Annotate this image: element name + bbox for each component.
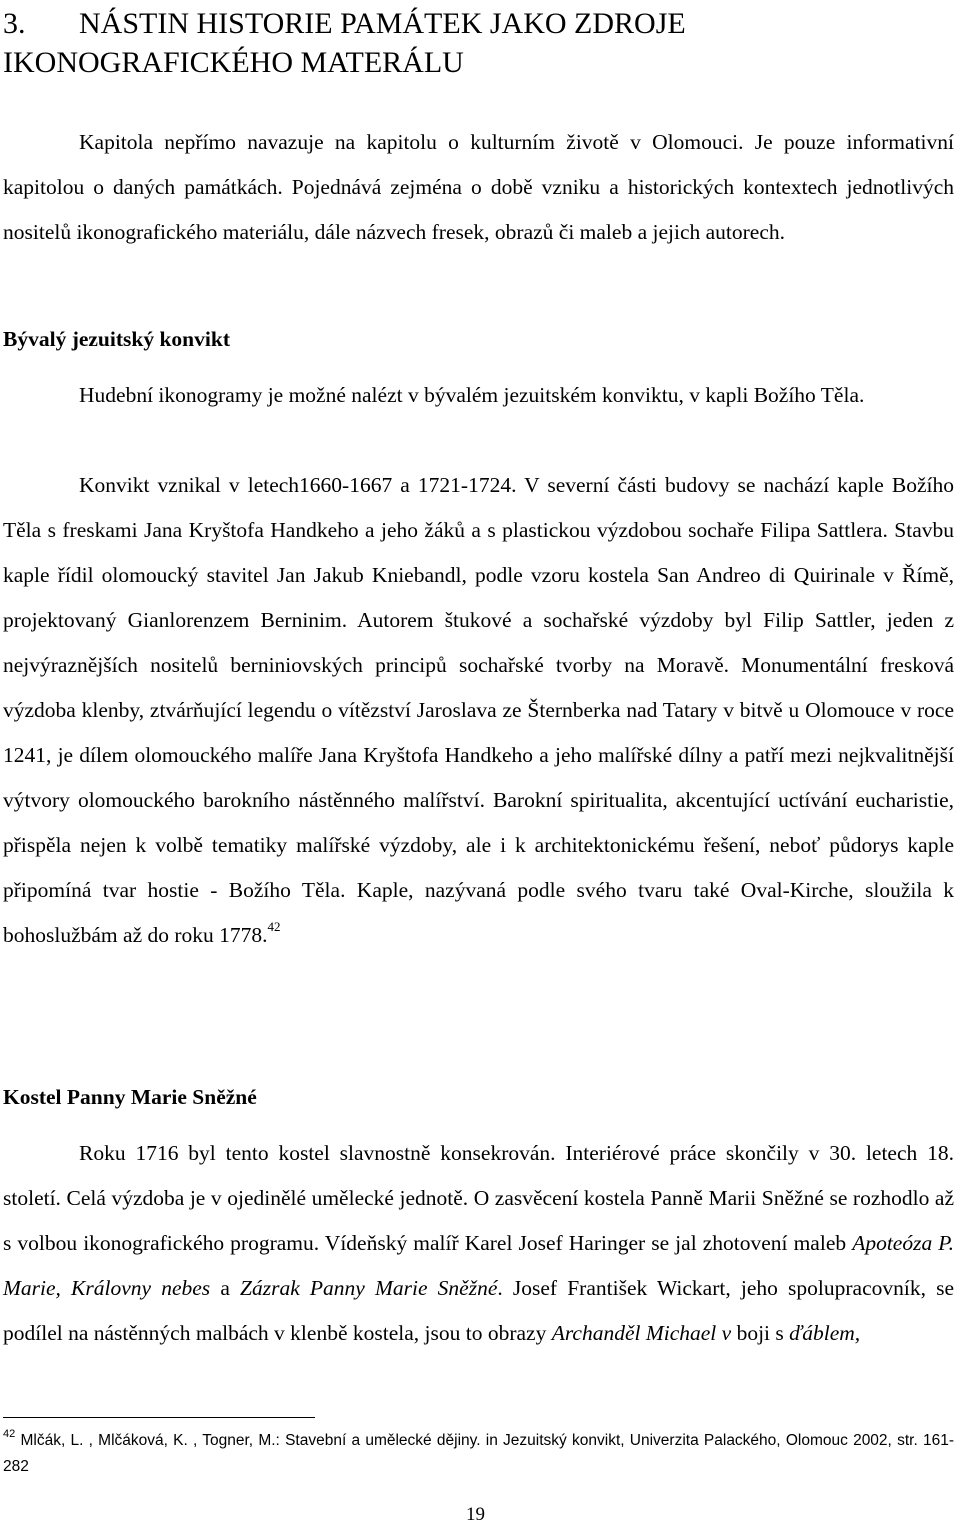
artwork-title-zazrak: Zázrak Panny Marie Sněžné bbox=[240, 1276, 498, 1300]
konvikt-paragraph-1 bbox=[3, 373, 954, 418]
kostel-text-c: boji s bbox=[736, 1321, 784, 1345]
footnote-text: Mlčák, L. , Mlčáková, K. , Togner, M.: Stavební a umělecké dějiny. in Jezuitský konvikt, Univerzita Palackého, Olomouc 2002, str. 161-282 bbox=[3, 1432, 954, 1475]
chapter-heading bbox=[3, 4, 953, 82]
artwork-title-archandel: Archanděl Michael v bbox=[551, 1321, 732, 1345]
chapter-title-line1: NÁSTIN HISTORIE PAMÁTEK JAKO ZDROJE bbox=[79, 7, 686, 40]
kostel-text-b: . Josef František Wickart, jeho spolupracovník, se podílel na nástěnných malbách v klenbě kostela, jsou to obrazy bbox=[3, 1276, 955, 1345]
section-heading-kostel: Kostel Panny Marie Sněžné bbox=[3, 1085, 257, 1109]
section-heading-konvikt: Bývalý jezuitský konvikt bbox=[3, 327, 230, 351]
page-number: 19 bbox=[466, 1504, 485, 1525]
artwork-title-dablem: ďáblem, bbox=[789, 1321, 861, 1345]
footnote-separator bbox=[3, 1417, 315, 1418]
konvikt-paragraph-2-text: Konvikt vznikal v letech1660-1667 a 1721-1724. V severní části budovy se nachází kaple Božího Těla s freskami Jana Kryštofa Handkeho a jeho žáků a s plastickou výzdobou sochaře Filipa Sattlera. Stavbu kaple řídil olomoucký stavitel Jan Jakub Kniebandl, podle vzoru kostela San Andreo di Quirinale v Římě, projektovaný Gianlorenzem Berninim. Autorem štukové a sochařské výzdoby byl Filip Sattler, jeden z nejvýraznějších nositelů berniniovských principů sochařské tvorby na Moravě. Monumentální fresková výzdoba klenby, ztvárňující legendu o vítězství Jaroslava ze Šternberka nad Tatary v bitvě u Olomouce v roce 1241, je dílem olomouckého malíře Jana Kryštofa Handkeho a jeho malířské dílny a patří mezi nejkvalitnější výtvory olomouckého barokního nástěnného malířství. Barokní spiritualita, akcentující uctívání eucharistie, přispěla nejen k volbě tematiky malířské výzdoby, ale i k architektonickému řešení, neboť půdorys kaple připomíná tvar hostie - Božího Těla. Kaple, nazývaná podle svého tvaru také Oval-Kirche, sloužila k bohoslužbám až do roku 1778. bbox=[3, 473, 954, 947]
footnote-reference: 42 bbox=[267, 919, 281, 934]
intro-paragraph bbox=[3, 120, 954, 255]
kostel-conjunction: a bbox=[220, 1276, 230, 1300]
konvikt-paragraph-1-text: Hudební ikonogramy je možné nalézt v bývalém jezuitském konviktu, v kapli Božího Těla. bbox=[79, 383, 865, 407]
artwork-title-apoteoza: Apoteóza P. Marie, Královny nebes bbox=[3, 1231, 955, 1300]
chapter-number: 3. bbox=[3, 7, 26, 40]
footnote-marker: 42 bbox=[3, 1428, 16, 1440]
footnote bbox=[3, 1428, 954, 1480]
kostel-paragraph bbox=[3, 1131, 954, 1356]
intro-text: Kapitola nepřímo navazuje na kapitolu o kulturním životě v Olomouci. Je pouze informativní kapitolou o daných památkách. Pojednává zejména o době vzniku a historických kontextech jednotlivých nositelů ikonografického materiálu, dále názvech fresek, obrazů či maleb a jejich autorech. bbox=[3, 130, 954, 244]
kostel-text-a: Roku 1716 byl tento kostel slavnostně konsekrován. Interiérové práce skončily v 30. letech 18. století. Celá výzdoba je v ojedinělé umělecké jednotě. O zasvěcení kostela Panně Marii Sněžné se rozhodlo až s volbou ikonografického programu. Vídeňský malíř Karel Josef Haringer se jal zhotovení maleb bbox=[3, 1141, 954, 1255]
konvikt-paragraph-2 bbox=[3, 463, 954, 958]
chapter-title-line2: IKONOGRAFICKÉHO MATERÁLU bbox=[3, 46, 464, 79]
